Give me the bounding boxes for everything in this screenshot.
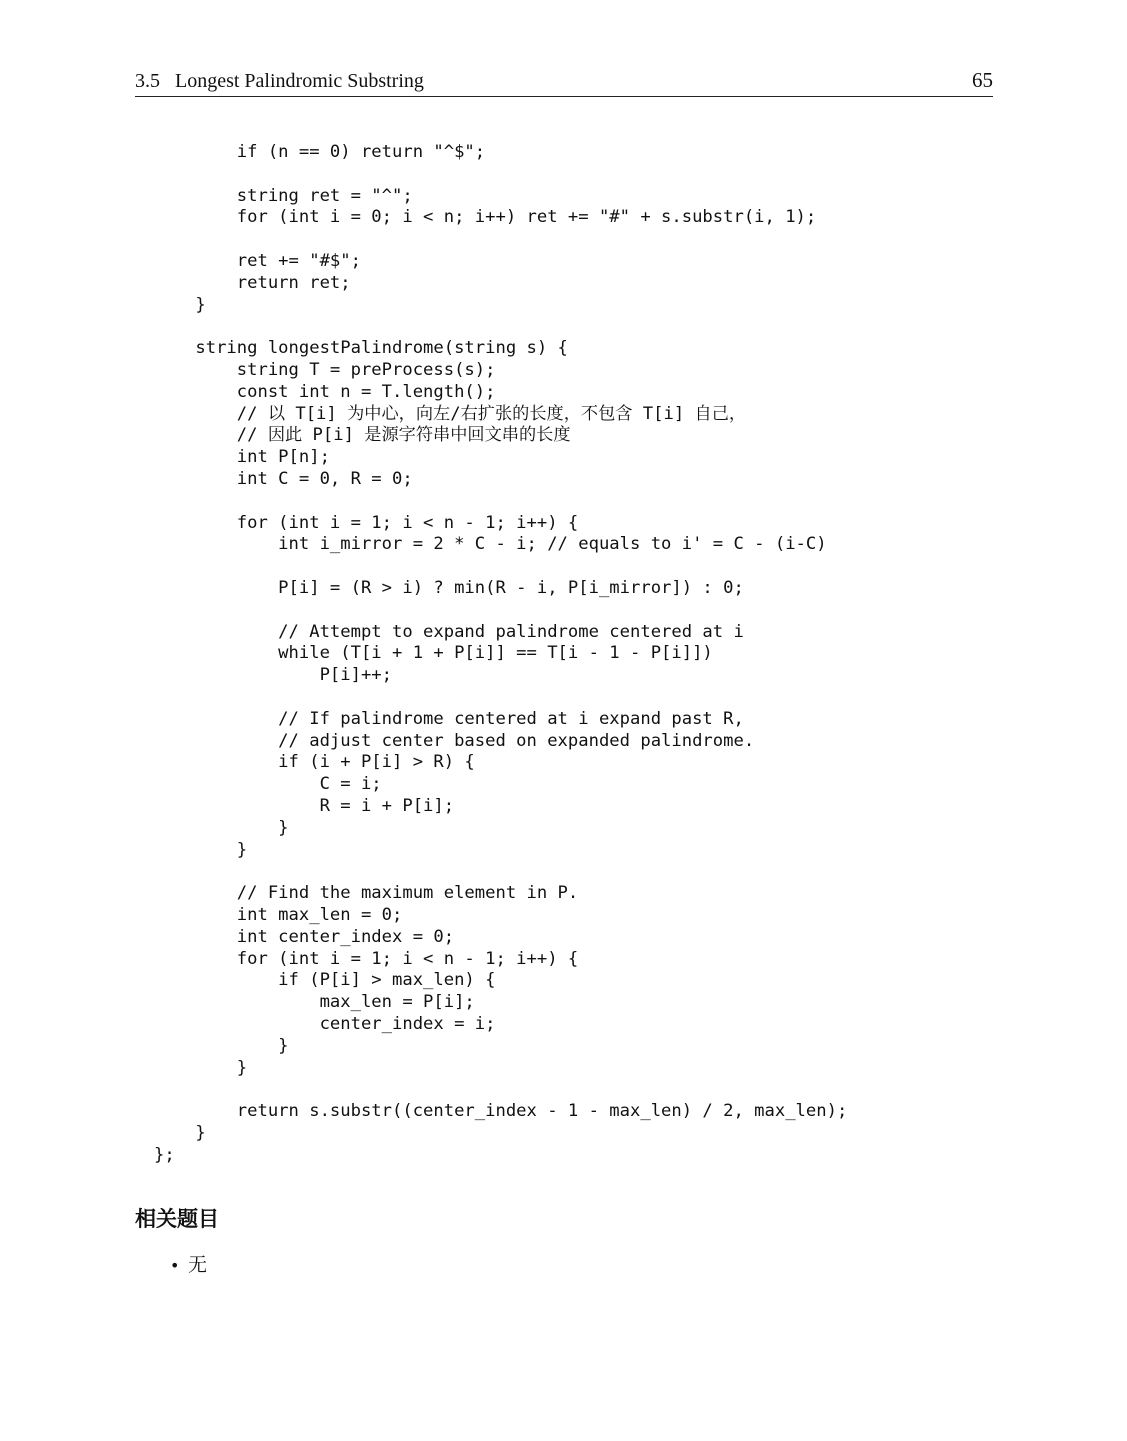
page-number: 65 [972,68,993,92]
code-line: int P[n]; [154,447,330,468]
bullet-icon: • [170,1256,180,1275]
code-line: // 以 T[i] 为中心，向左/右扩张的长度，不包含 T[i] 自己， [154,403,747,424]
code-line: } [154,1123,206,1143]
code-line: } [154,294,206,315]
code-line: }; [154,1144,175,1165]
related-problems-list [170,1250,207,1277]
code-line: // adjust center based on expanded palindrome. [154,730,755,751]
code-line: if (P[i] > max_len) { [154,970,496,991]
code-line: } [154,817,289,838]
code-line: int max_len = 0; [154,905,403,925]
code-line: int C = 0, R = 0; [154,469,413,489]
code-line: return s.substr((center_index - 1 - max_len) / 2, max_len); [154,1101,848,1122]
code-line: if (i + P[i] > R) { [154,752,475,773]
code-line: P[i] = (R > i) ? min(R - i, P[i_mirror]) : 0; [154,578,744,598]
page-header [135,68,993,97]
code-line: P[i]++; [154,665,392,686]
code-line: } [154,1057,248,1078]
code-line: string ret = "^"; [154,185,413,206]
code-line: int center_index = 0; [154,926,455,947]
code-line: string T = preProcess(s); [154,360,496,380]
code-line: } [154,1035,289,1056]
code-line: } [154,839,248,860]
code-line: ret += "#$"; [154,251,361,271]
section-heading [135,70,424,93]
code-line: center_index = i; [154,1014,496,1034]
code-line: const int n = T.length(); [154,381,496,402]
code-line: for (int i = 1; i < n - 1; i++) { [154,948,579,969]
code-line: if (n == 0) return "^$"; [154,142,486,162]
code-line: int i_mirror = 2 * C - i; // equals to i' = C - (i-C) [154,534,827,555]
code-line: while (T[i + 1 + P[i]] == T[i - 1 - P[i]]) [154,643,713,664]
code-line: C = i; [154,774,382,795]
section-number: 3.5 [135,70,160,92]
related-problems-heading: 相关题目 [135,1207,219,1231]
list-item-text: 无 [188,1254,208,1276]
code-line: // If palindrome centered at i expand past R, [154,708,744,729]
code-line: for (int i = 1; i < n - 1; i++) { [154,512,579,533]
code-line: string longestPalindrome(string s) { [154,338,568,359]
section-title: Longest Palindromic Substring [175,70,424,92]
code-line: // Find the maximum element in P. [154,883,579,904]
code-line: max_len = P[i]; [154,992,475,1013]
code-line: // Attempt to expand palindrome centered at i [154,621,744,642]
code-line: // 因此 P[i] 是源字符串中回文串的长度 [154,425,571,446]
code-line: R = i + P[i]; [154,796,455,816]
code-line: for (int i = 0; i < n; i++) ret += "#" + s.substr(i, 1); [154,207,817,228]
list-item [170,1250,207,1277]
code-line: return ret; [154,272,351,293]
